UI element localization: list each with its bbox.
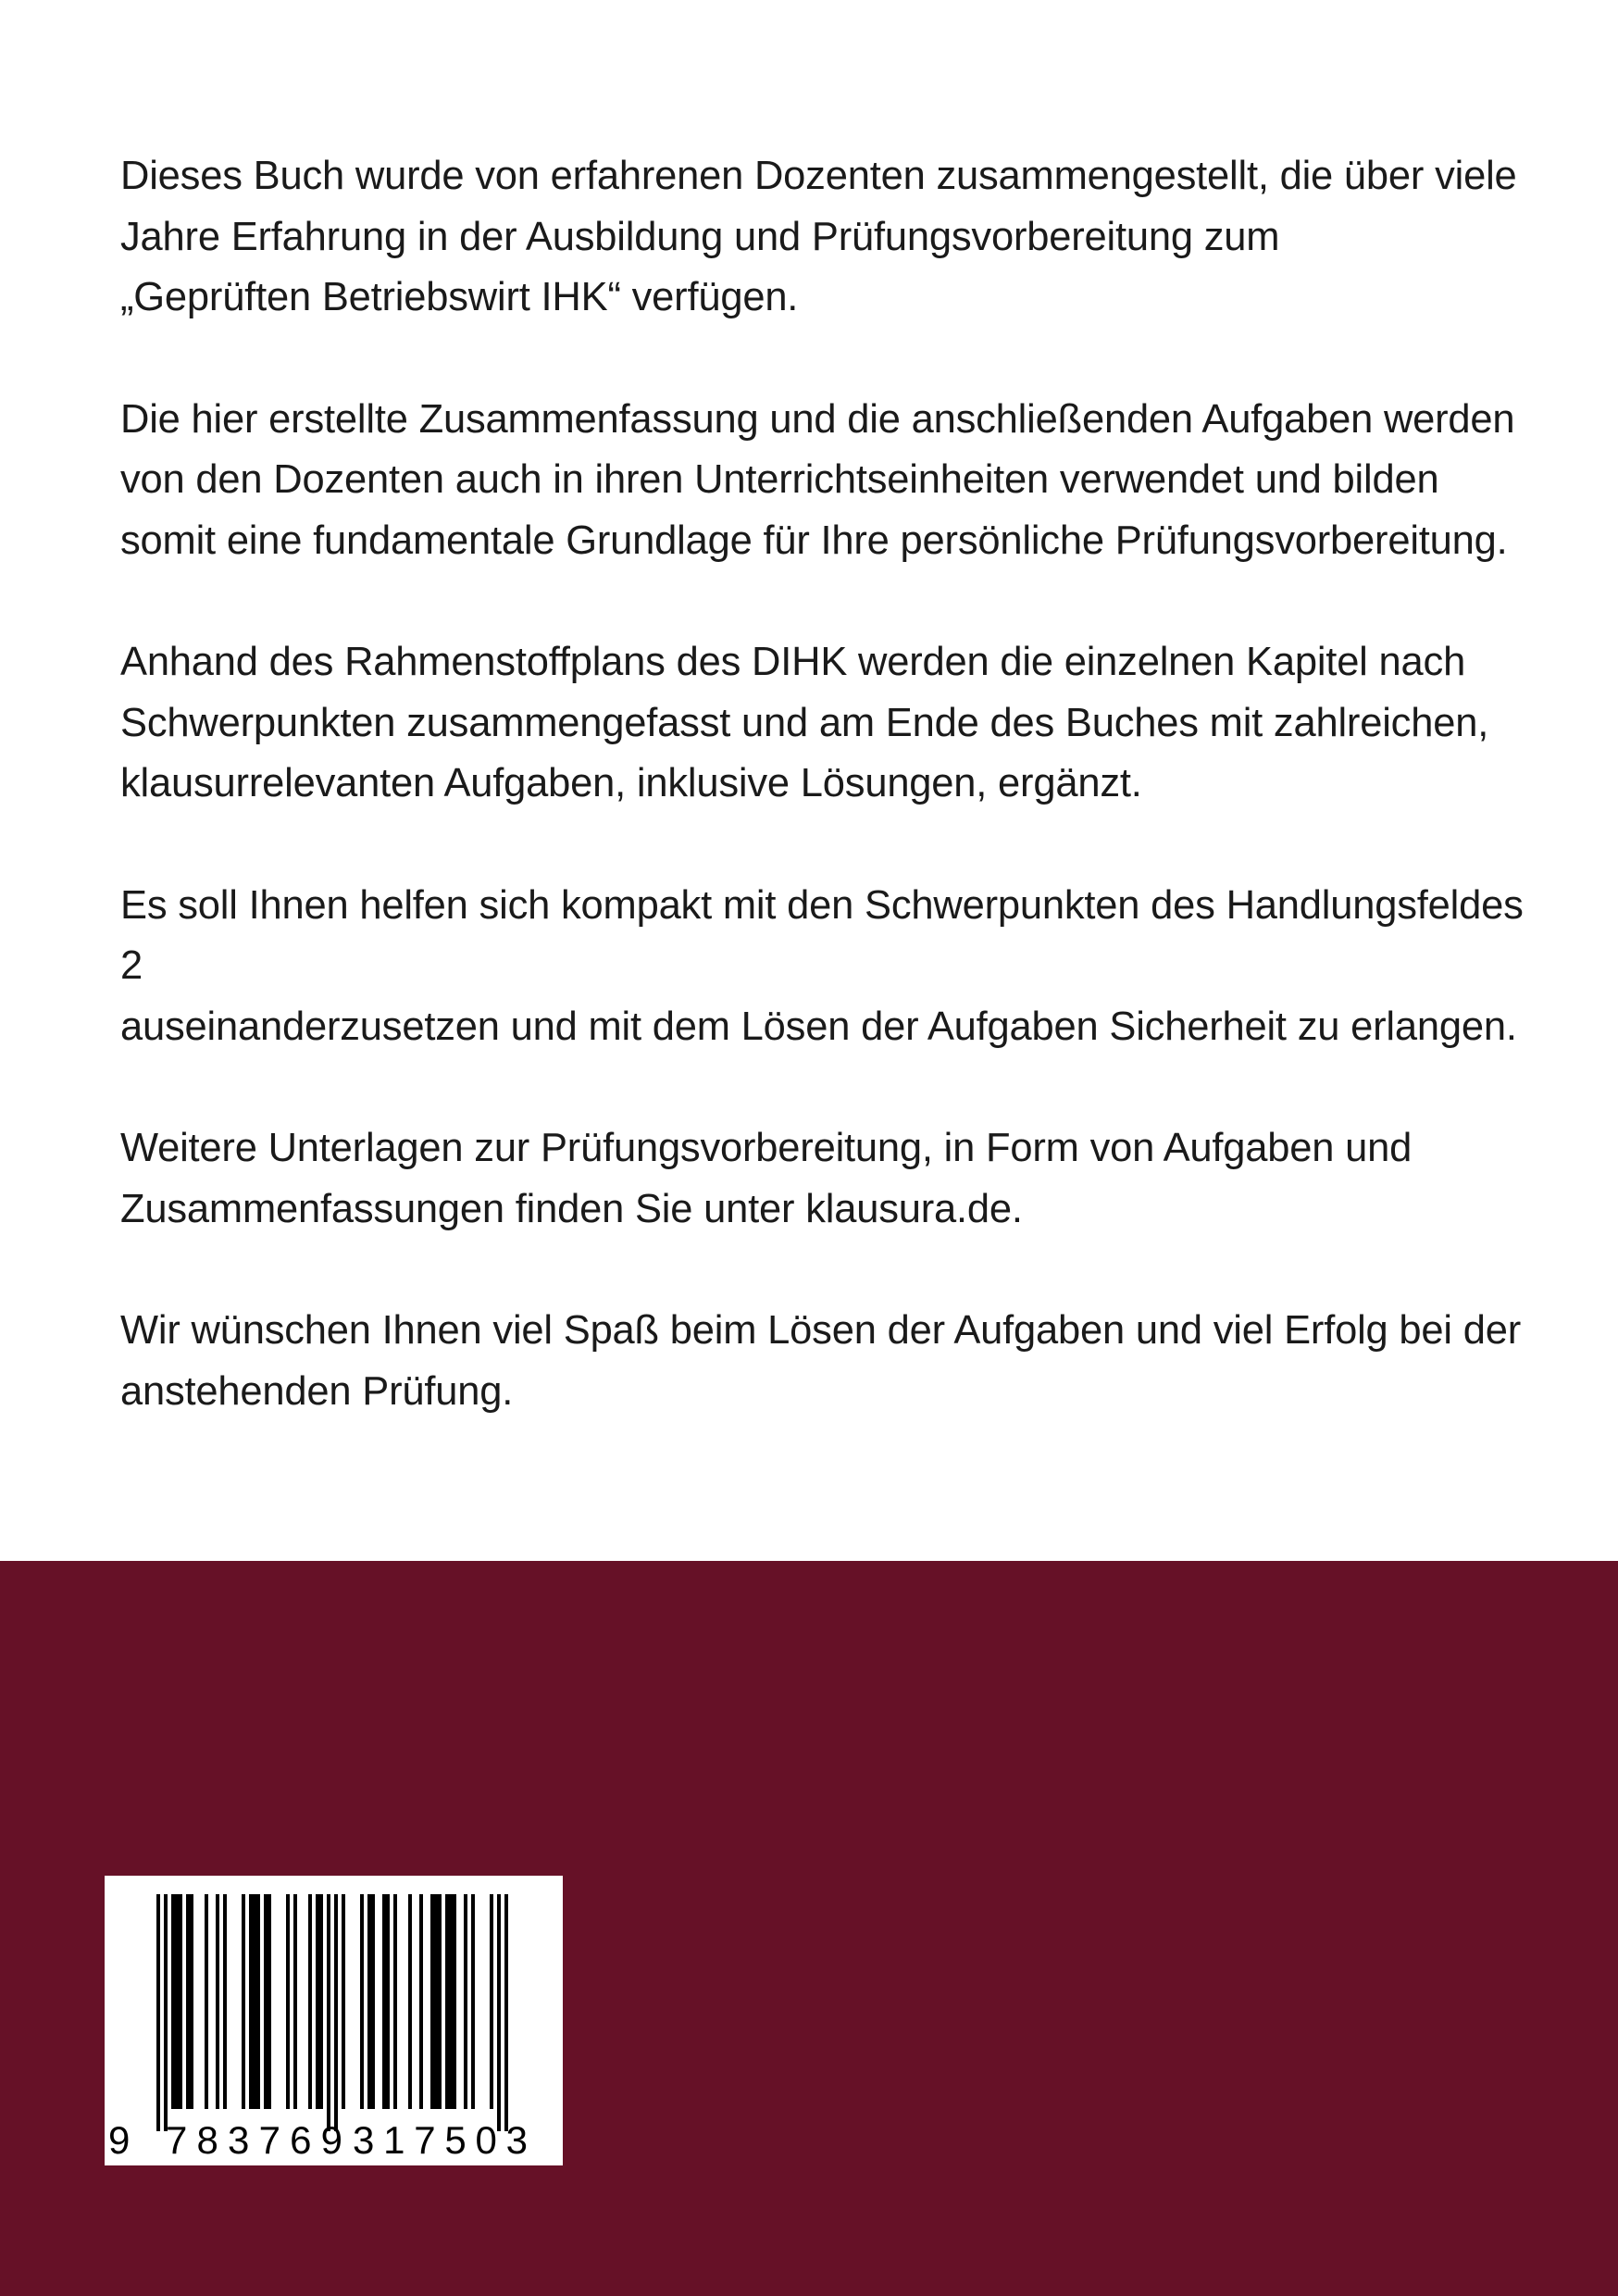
ean-barcode xyxy=(105,1876,563,2165)
barcode-bar xyxy=(293,1894,297,2109)
barcode-bar xyxy=(497,1894,501,2131)
barcode-first-digit: 9 xyxy=(108,2118,131,2162)
barcode-bar xyxy=(179,1894,182,2109)
barcode-bar xyxy=(205,1894,208,2109)
barcode-bar xyxy=(242,1894,245,2109)
barcode-bar xyxy=(360,1894,364,2109)
paragraph-summary: Die hier erstellte Zusammenfassung und die anschließenden Aufgaben werden von den Dozenten auch in ihren Unterrichtseinheiten verwendet und bilden somit eine fundamentale Grundlage für Ihre persönliche Prüfungsvorbereitung. xyxy=(120,396,1515,563)
barcode-bar xyxy=(464,1894,467,2109)
paragraph-more-materials: Weitere Unterlagen zur Prüfungsvorbereitung, in Form von Aufgaben und Zusammenfassungen finden Sie unter klausura.de. xyxy=(120,1126,1413,1231)
paragraph-curriculum: Anhand des Rahmenstoffplans des DIHK werden die einzelnen Kapitel nach Schwerpunkten zusammengefasst und am Ende des Buches mit zahlreichen, klausurrelevanten Aufgaben, inklusive Lösungen, ergänzt. xyxy=(120,640,1489,805)
barcode-bar xyxy=(308,1894,312,2109)
barcode-bar xyxy=(430,1894,434,2109)
barcode-bar xyxy=(186,1894,190,2109)
barcode-bar xyxy=(268,1894,271,2109)
barcode-bar xyxy=(438,1894,442,2109)
paragraph-purpose: Es soll Ihnen helfen sich kompakt mit den Schwerpunkten des Handlungsfeldes 2 auseinanderzusetzen und mit dem Lösen der Aufgaben Sicherheit zu erlangen. xyxy=(120,882,1524,1049)
barcode-bar xyxy=(453,1894,456,2109)
barcode-bar xyxy=(371,1894,375,2109)
barcode-bar xyxy=(249,1894,253,2109)
barcode-bar xyxy=(490,1894,493,2109)
barcode-bar xyxy=(216,1894,219,2109)
barcode-bar xyxy=(223,1894,227,2109)
barcode-bar xyxy=(164,1894,168,2131)
barcode-bar xyxy=(171,1894,175,2109)
barcode-bar xyxy=(445,1894,449,2109)
barcode-bar xyxy=(286,1894,290,2109)
barcode-bar xyxy=(316,1894,319,2109)
paragraph-wishes: Wir wünschen Ihnen viel Spaß beim Lösen der Aufgaben und viel Erfolg bei der anstehenden Prüfung. xyxy=(120,1308,1522,1414)
barcode-bar xyxy=(434,1894,438,2109)
barcode-bar xyxy=(393,1894,397,2109)
blurb-text xyxy=(120,146,1527,1483)
barcode-bar xyxy=(156,1894,160,2131)
barcode-bar xyxy=(175,1894,179,2109)
barcode-bar xyxy=(253,1894,256,2109)
barcode-right-digits: 317503 xyxy=(353,2118,528,2162)
barcode-bar xyxy=(334,1894,338,2131)
barcode-bar xyxy=(327,1894,330,2131)
barcode-left-digits: 783769 xyxy=(166,2118,342,2162)
barcode-bar xyxy=(419,1894,423,2109)
barcode-bar xyxy=(471,1894,475,2109)
barcode-bar xyxy=(449,1894,453,2109)
barcode-bars xyxy=(156,1894,508,2131)
barcode-bar xyxy=(504,1894,508,2131)
barcode-bar xyxy=(367,1894,371,2109)
barcode-bar xyxy=(386,1894,390,2109)
barcode-bar xyxy=(319,1894,323,2109)
barcode-bar xyxy=(264,1894,268,2109)
barcode-bar xyxy=(408,1894,412,2109)
barcode-bar xyxy=(256,1894,260,2109)
barcode-bar xyxy=(342,1894,345,2109)
barcode-bar xyxy=(382,1894,386,2109)
paragraph-intro: Dieses Buch wurde von erfahrenen Dozenten zusammengestellt, die über viele Jahre Erfahrung in der Ausbildung und Prüfungsvorbereitung zum „Geprüften Betriebswirt IHK“ verfügen. xyxy=(120,154,1517,319)
barcode-graphic xyxy=(105,1876,563,2165)
barcode-bar xyxy=(190,1894,193,2109)
